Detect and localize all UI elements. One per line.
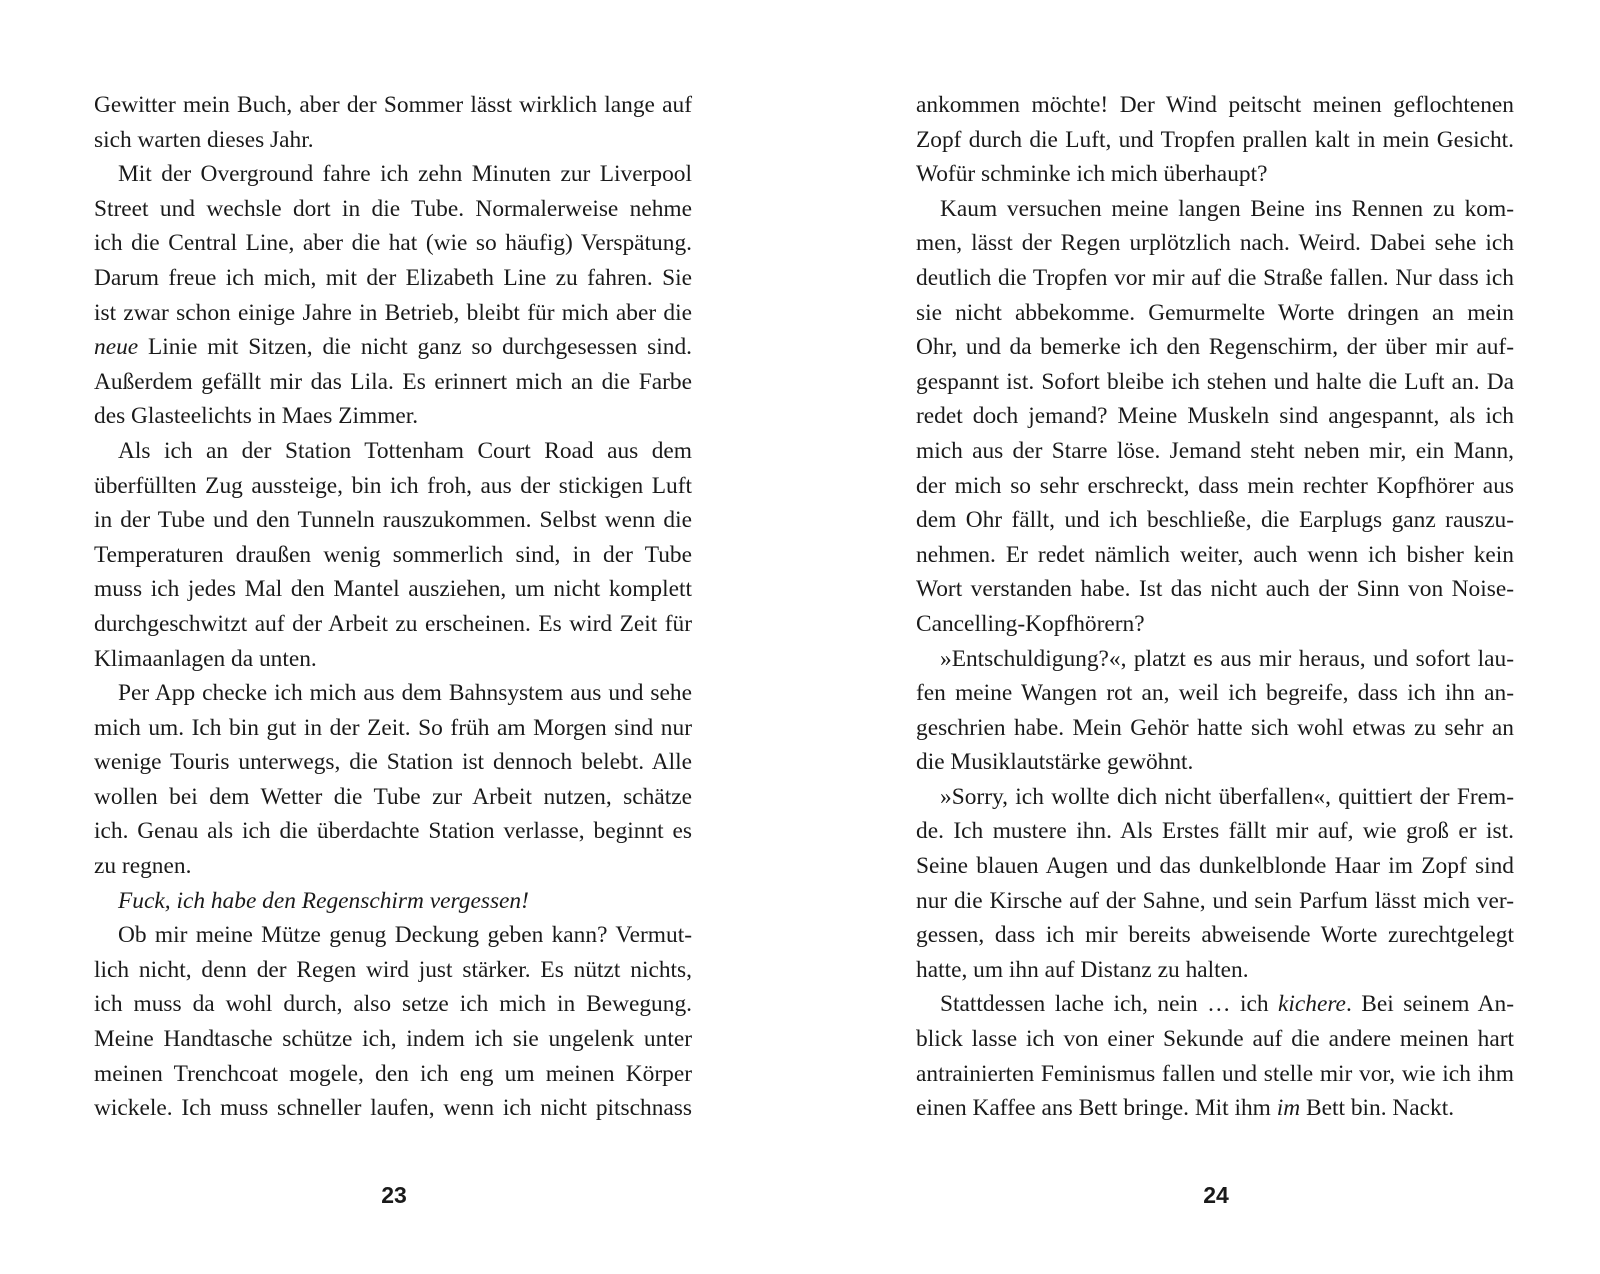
- line-text: Temperaturen draußen wenig sommerlich sind, in der Tube: [94, 541, 692, 568]
- text-line: [916, 330, 1514, 365]
- line-text: sich warten dieses Jahr.: [94, 126, 314, 153]
- text-line: [94, 953, 692, 988]
- line-text: Stattdessen lache ich, nein … ich: [940, 991, 1278, 1018]
- line-text: dem Ohr fällt, und ich beschließe, die Earplugs ganz rauszu-: [916, 507, 1514, 534]
- line-text: Ohr, und da bemerke ich den Regenschirm, der über mir auf-: [916, 334, 1514, 361]
- line-text: Seine blauen Augen und das dunkelblonde Haar im Zopf sind: [916, 853, 1514, 880]
- line-text: lich nicht, denn der Regen wird just stärker. Es nützt nichts,: [94, 956, 692, 983]
- text-line: [94, 538, 692, 573]
- text-line: [916, 226, 1514, 261]
- line-text: ich die Central Line, aber die hat (wie so häufig) Verspätung.: [94, 230, 692, 257]
- page-number-left: 23: [381, 1182, 407, 1208]
- text-line: [94, 296, 692, 331]
- line-text: des Glasteelichts in Maes Zimmer.: [94, 403, 419, 430]
- line-text: mich um. Ich bin gut in der Zeit. So früh am Morgen sind nur: [94, 714, 692, 741]
- italic-text: kichere: [1277, 991, 1346, 1018]
- text-line: [916, 953, 1514, 988]
- line-text: de. Ich mustere ihn. Als Erstes fällt mir auf, wie groß er ist.: [916, 818, 1514, 845]
- text-line: [94, 572, 692, 607]
- text-line: [94, 399, 692, 434]
- text-line: [916, 88, 1514, 123]
- line-text: Darum freue ich mich, mit der Elizabeth Line zu fahren. Sie: [94, 264, 692, 291]
- line-text: Klimaanlagen da unten.: [94, 645, 317, 672]
- text-line: [916, 814, 1514, 849]
- text-line: [94, 157, 692, 192]
- line-text: Gewitter mein Buch, aber der Sommer lässt wirklich lange auf: [94, 92, 692, 118]
- italic-text: im: [1276, 1095, 1301, 1122]
- text-line: [916, 157, 1514, 192]
- text-line: [94, 711, 692, 746]
- left-page: [94, 88, 692, 1126]
- line-text: »Entschuldigung?«, platzt es aus mir heraus, und sofort lau-: [940, 645, 1514, 672]
- text-line: [916, 711, 1514, 746]
- text-line: [94, 918, 692, 953]
- text-line: [916, 642, 1514, 677]
- text-line: [916, 987, 1514, 1022]
- text-line: [916, 849, 1514, 884]
- line-text: men, lässt der Regen urplötzlich nach. Weird. Dabei sehe ich: [916, 230, 1514, 257]
- line-text: einen Kaffee ans Bett bringe. Mit ihm: [916, 1095, 1277, 1122]
- text-line: [94, 607, 692, 642]
- text-line: [916, 1091, 1514, 1126]
- line-text: durchgeschwitzt auf der Arbeit zu erscheinen. Es wird Zeit für: [94, 610, 692, 637]
- line-text: mich aus der Starre löse. Jemand steht neben mir, ein Mann,: [916, 437, 1514, 464]
- line-text: Linie mit Sitzen, die nicht ganz so durchgesessen sind.: [138, 334, 692, 361]
- line-text: Street und wechsle dort in die Tube. Normalerweise nehme: [94, 195, 692, 222]
- text-line: [94, 469, 692, 504]
- line-text: wollen bei dem Wetter die Tube zur Arbeit nutzen, schätze: [94, 783, 692, 810]
- text-line: [916, 469, 1514, 504]
- text-line: [916, 607, 1514, 642]
- line-text: deutlich die Tropfen vor mir auf die Straße fallen. Nur dass ich: [916, 264, 1514, 291]
- text-line: [94, 1057, 692, 1092]
- text-line: [916, 1022, 1514, 1057]
- text-line: [916, 296, 1514, 331]
- text-line: [916, 1057, 1514, 1092]
- line-text: Mit der Overground fahre ich zehn Minuten zur Liverpool: [118, 161, 692, 188]
- text-line: [916, 745, 1514, 780]
- text-line: [916, 538, 1514, 573]
- line-text: Außerdem gefällt mir das Lila. Es erinnert mich an die Farbe: [94, 368, 692, 395]
- text-line: [94, 123, 692, 158]
- text-line: [916, 365, 1514, 400]
- text-line: [916, 676, 1514, 711]
- text-line: [94, 814, 692, 849]
- line-text: die Musiklautstärke gewöhnt.: [916, 749, 1194, 776]
- left-page-text: [94, 88, 692, 1126]
- text-line: [916, 399, 1514, 434]
- line-text: Ob mir meine Mütze genug Deckung geben kann? Vermut-: [118, 922, 692, 949]
- text-line: [94, 503, 692, 538]
- text-line: [916, 503, 1514, 538]
- text-line: [94, 1091, 692, 1126]
- text-line: [94, 434, 692, 469]
- line-text: gespannt ist. Sofort bleibe ich stehen und halte die Luft an. Da: [916, 368, 1514, 395]
- line-text: meinen Trenchcoat mogele, den ich eng um meinen Körper: [94, 1060, 692, 1087]
- text-line: [94, 330, 692, 365]
- line-text: nehmen. Er redet nämlich weiter, auch wenn ich bisher kein: [916, 541, 1514, 568]
- text-line: [94, 1022, 692, 1057]
- right-page-text: [916, 88, 1514, 1126]
- line-text: hatte, um ihn auf Distanz zu halten.: [916, 956, 1249, 983]
- line-text: Cancelling-Kopfhörern?: [916, 610, 1145, 637]
- line-text: zu regnen.: [94, 853, 192, 880]
- text-line: [94, 365, 692, 400]
- text-line: [916, 192, 1514, 227]
- text-line: [94, 261, 692, 296]
- line-text: muss ich jedes Mal den Mantel ausziehen, um nicht komplett: [94, 576, 692, 603]
- line-text: ist zwar schon einige Jahre in Betrieb, bleibt für mich aber die: [94, 299, 692, 326]
- line-text: »Sorry, ich wollte dich nicht überfallen«, quittiert der Frem-: [940, 783, 1514, 810]
- line-text: . Bei seinem An-: [1345, 991, 1514, 1018]
- text-line: [94, 192, 692, 227]
- line-text: Zopf durch die Luft, und Tropfen prallen kalt in mein Gesicht.: [916, 126, 1514, 153]
- line-text: Wofür schminke ich mich überhaupt?: [916, 161, 1268, 188]
- line-text: ich muss da wohl durch, also setze ich mich in Bewegung.: [94, 991, 692, 1018]
- line-text: blick lasse ich von einer Sekunde auf die andere meinen hart: [916, 1026, 1514, 1053]
- line-text: Meine Handtasche schütze ich, indem ich sie ungelenk unter: [94, 1026, 692, 1053]
- right-page: [916, 88, 1514, 1126]
- text-line: [916, 918, 1514, 953]
- line-text: nur die Kirsche auf der Sahne, und sein Parfum lässt mich ver-: [916, 887, 1514, 914]
- text-line: [94, 780, 692, 815]
- line-text: redet doch jemand? Meine Muskeln sind angespannt, als ich: [916, 403, 1514, 430]
- line-text: geschrien habe. Mein Gehör hatte sich wohl etwas zu sehr an: [916, 714, 1514, 741]
- line-text: Per App checke ich mich aus dem Bahnsystem aus und sehe: [118, 680, 692, 707]
- text-line: [916, 780, 1514, 815]
- text-line: [94, 226, 692, 261]
- text-line: [94, 88, 692, 123]
- text-line: [916, 572, 1514, 607]
- line-text: in der Tube und den Tunneln rauszukommen. Selbst wenn die: [94, 507, 692, 534]
- text-line: [916, 434, 1514, 469]
- line-text: Kaum versuchen meine langen Beine ins Rennen zu kom-: [940, 195, 1514, 222]
- line-text: antrainierten Feminismus fallen und stelle mir vor, wie ich ihm: [916, 1060, 1514, 1087]
- line-text: fen meine Wangen rot an, weil ich begreife, dass ich ihn an-: [916, 680, 1514, 707]
- text-line: [916, 261, 1514, 296]
- text-line: [94, 745, 692, 780]
- line-text: Als ich an der Station Tottenham Court Road aus dem: [118, 437, 692, 464]
- text-line: [916, 123, 1514, 158]
- text-line: [94, 987, 692, 1022]
- line-text: ankommen möchte! Der Wind peitscht meinen geflochtenen: [916, 92, 1514, 118]
- text-line: [94, 849, 692, 884]
- line-text: gessen, dass ich mir bereits abweisende Worte zurechtgelegt: [916, 922, 1514, 949]
- line-text: wickele. Ich muss schneller laufen, wenn ich nicht pitschnass: [94, 1095, 692, 1122]
- italic-text: Fuck, ich habe den Regenschirm vergessen!: [118, 887, 529, 914]
- text-line: [94, 642, 692, 677]
- text-line: [916, 884, 1514, 919]
- line-text: Bett bin. Nackt.: [1300, 1095, 1455, 1122]
- text-line: [94, 884, 692, 919]
- line-text: wenige Touris unterwegs, die Station ist dennoch belebt. Alle: [94, 749, 692, 776]
- page-number-right: 24: [1203, 1182, 1229, 1208]
- line-text: Wort verstanden habe. Ist das nicht auch der Sinn von Noise-: [916, 576, 1514, 603]
- italic-text: neue: [94, 334, 139, 361]
- line-text: überfüllten Zug aussteige, bin ich froh, aus der stickigen Luft: [94, 472, 692, 499]
- line-text: sie nicht abbekomme. Gemurmelte Worte dringen an mein: [916, 299, 1514, 326]
- line-text: ich. Genau als ich die überdachte Station verlasse, beginnt es: [94, 818, 692, 845]
- line-text: der mich so sehr erschreckt, dass mein rechter Kopfhörer aus: [916, 472, 1514, 499]
- text-line: [94, 676, 692, 711]
